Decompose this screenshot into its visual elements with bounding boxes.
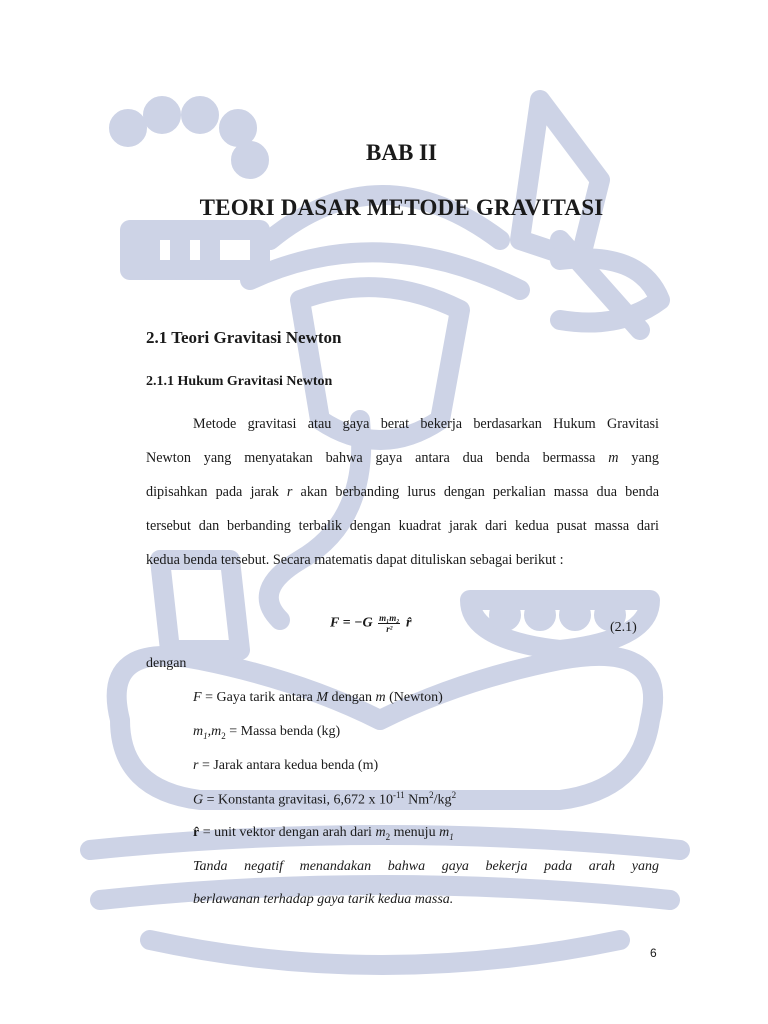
equation-rhs: r̂ xyxy=(405,615,412,631)
definition-r: r = Jarak antara kedua benda (m) xyxy=(193,758,379,773)
equation xyxy=(330,613,411,634)
equation-lhs: F = −G xyxy=(330,615,373,631)
subsection-heading: 2.1.1 Hukum Gravitasi Newton xyxy=(146,374,333,389)
note-line-2: berlawanan terhadap gaya tarik kedua massa. xyxy=(193,892,454,907)
section-heading: 2.1 Teori Gravitasi Newton xyxy=(146,328,342,347)
paragraph-line-1: Metode gravitasi atau gaya berat bekerja berdasarkan Hukum Gravitasi xyxy=(193,416,659,432)
equation-denominator: r² xyxy=(386,624,393,634)
chapter-label: BAB II xyxy=(366,140,437,165)
definition-G: G = Konstanta gravitasi, 6,672 x $10^{-11}$ $Nm^2/kg^2$ xyxy=(193,790,457,808)
definition-m: $m_1,m_2$ = Massa benda (kg) xyxy=(193,724,341,741)
equation-numerator: m₁m₂ xyxy=(379,613,400,623)
note-line-1: Tanda negatif menandakan bahwa gaya bekerja pada arah yang xyxy=(193,859,659,874)
paragraph-line-4: tersebut dan berbanding terbalik dengan kuadrat jarak dari kedua pusat massa dari xyxy=(146,518,659,534)
dengan-label: dengan xyxy=(146,656,187,671)
paragraph-line-2: Newton yang menyatakan bahwa gaya antara dua benda bermassa m yang xyxy=(146,450,659,466)
definition-F: F = Gaya tarik antara M dengan m (Newton) xyxy=(193,690,443,705)
paragraph-line-5: kedua benda tersebut. Secara matematis dapat dituliskan sebagai berikut : xyxy=(146,552,564,568)
paragraph-line-3: dipisahkan pada jarak r akan berbanding lurus dengan perkalian massa dua benda xyxy=(146,484,659,500)
page-number: 6 xyxy=(650,946,657,960)
equation-number: (2.1) xyxy=(610,620,637,635)
definition-rhat: r̂ = unit vektor dengan arah dari $m_2$ menuju $m_1$ xyxy=(193,825,454,842)
equation-fraction xyxy=(378,613,400,634)
chapter-title: TEORI DASAR METODE GRAVITASI xyxy=(199,195,604,220)
